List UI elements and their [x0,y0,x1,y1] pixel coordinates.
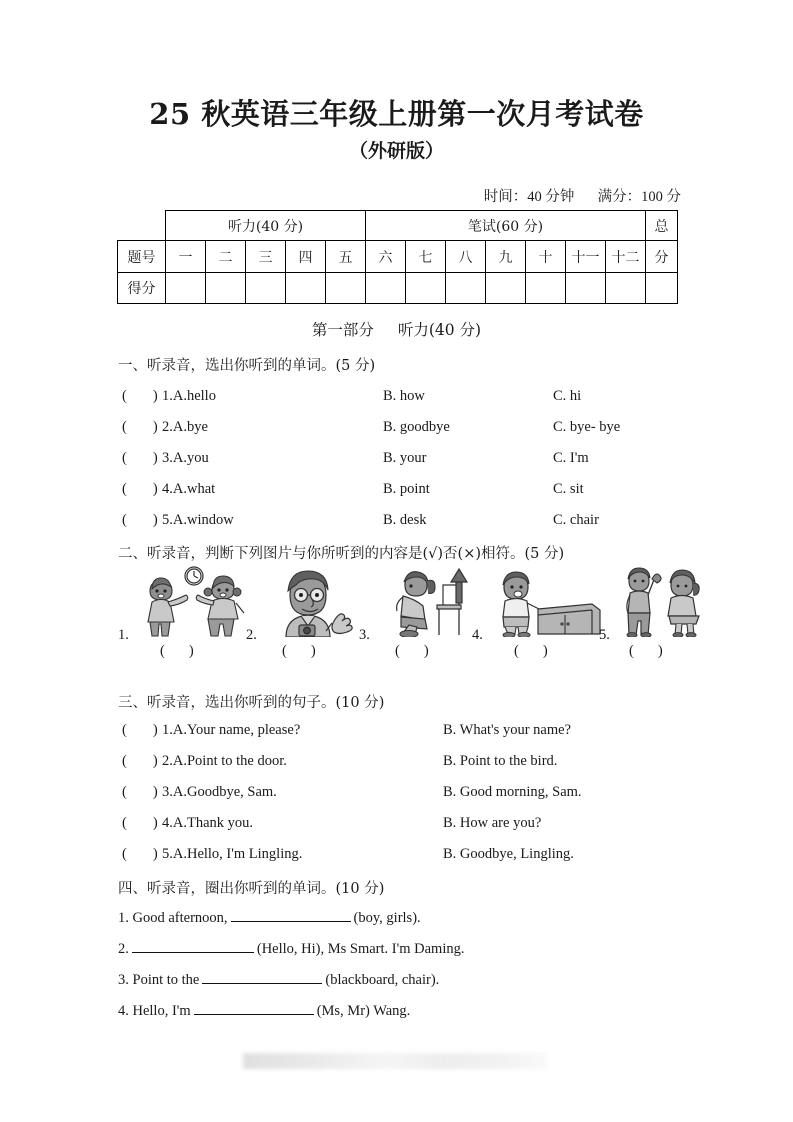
score-cell[interactable] [366,273,406,304]
section-one-item [118,419,678,439]
picture-number: 3. [359,627,370,643]
picture-number: 2. [246,627,257,643]
section-four-item [118,1001,410,1020]
option-a[interactable]: 5.A.Hello, I'm Lingling. [162,846,303,862]
option-a[interactable]: 4.A.Thank you. [162,815,254,831]
answer-bracket[interactable]: ( ) [122,753,158,769]
part-one-heading [0,318,793,340]
part-one-sublabel: 听力(40 分) [397,321,482,339]
picture-answer-bracket[interactable]: ( ) [160,643,194,659]
answer-bracket[interactable]: ( ) [122,419,158,435]
fill-blank[interactable] [231,908,351,922]
row-label-question-number: 题号 [118,241,166,273]
section-one-item [118,388,678,408]
picture-answer-bracket[interactable]: ( ) [629,643,663,659]
option-c[interactable]: C. bye- bye [553,419,621,435]
picture-item-5 [599,565,709,675]
picture-item-1 [118,565,248,675]
written-section-header: 笔试(60 分) [366,211,646,241]
row-label-score: 得分 [118,273,166,304]
total-header-cell: 总 [646,211,678,241]
answer-bracket[interactable]: ( ) [122,481,158,497]
option-b[interactable]: B. Point to the bird. [443,753,558,769]
score-table [117,210,678,304]
question-number-cell: 三 [246,241,286,273]
question-number-cell: 九 [486,241,526,273]
fill-suffix: (blackboard, chair). [325,972,440,988]
answer-bracket[interactable]: ( ) [122,846,158,862]
option-c[interactable]: C. sit [553,481,584,497]
section-two-picture-row [118,565,678,675]
picture-item-3 [359,565,475,675]
question-number-cell: 十一 [566,241,606,273]
question-number-cell: 六 [366,241,406,273]
section-one-heading: 一、听录音，选出你听到的单词。(5 分) [118,358,376,374]
option-c[interactable]: C. I'm [553,450,589,466]
picture-answer-bracket[interactable]: ( ) [514,643,548,659]
option-b[interactable]: B. how [383,388,425,404]
fill-suffix: (Ms, Mr) Wang. [316,1003,411,1019]
answer-bracket[interactable]: ( ) [122,815,158,831]
fill-prefix: 3. Point to the [118,972,200,988]
section-four-item [118,970,439,989]
option-a[interactable]: 2.A.Point to the door. [162,753,287,769]
score-cell[interactable] [206,273,246,304]
score-cell[interactable] [606,273,646,304]
answer-bracket[interactable]: ( ) [122,722,158,738]
man-with-glasses-and-camera-illustration [268,565,362,637]
answer-bracket[interactable]: ( ) [122,784,158,800]
exam-duration: 时间：40 分钟 [483,189,575,205]
question-number-cell: 十 [526,241,566,273]
exam-total-score: 满分：100 分 [597,189,681,205]
question-number-cell: 二 [206,241,246,273]
fill-prefix: 1. Good afternoon, [118,910,228,926]
picture-item-2 [246,565,362,675]
answer-bracket[interactable]: ( ) [122,388,158,404]
option-a[interactable]: 5.A.window [162,512,234,528]
section-four-item [118,908,421,927]
score-cell[interactable] [406,273,446,304]
option-b[interactable]: B. What's your name? [443,722,571,738]
picture-number: 4. [472,627,483,643]
fill-blank[interactable] [194,1001,314,1015]
option-a[interactable]: 3.A.you [162,450,209,466]
option-a[interactable]: 4.A.what [162,481,216,497]
picture-answer-bracket[interactable]: ( ) [282,643,316,659]
question-number-cell: 四 [286,241,326,273]
score-table-header-row [118,211,678,241]
score-entry-row [118,273,678,304]
option-a[interactable]: 2.A.bye [162,419,208,435]
question-number-cell: 八 [446,241,486,273]
page-subtitle: （外研版） [348,140,444,162]
question-number-cell: 一 [166,241,206,273]
option-b[interactable]: B. point [383,481,430,497]
section-two-heading: 二、听录音，判断下列图片与你所听到的内容是(√)否(×)相符。(5 分) [118,546,565,562]
section-three-item [118,722,678,742]
score-cell[interactable] [286,273,326,304]
score-table-corner-cell [118,211,166,241]
option-b[interactable]: B. desk [383,512,427,528]
section-one-item [118,512,678,532]
fill-prefix: 2. [118,941,129,957]
part-one-label: 第一部分 [311,321,374,339]
option-b[interactable]: B. Goodbye, Lingling. [443,846,574,862]
section-three-item [118,753,678,773]
page-title: 25 秋英语三年级上册第一次月考试卷 [149,97,644,131]
picture-item-4 [472,565,602,675]
section-four-item [118,939,464,958]
picture-number: 1. [118,627,129,643]
fill-blank[interactable] [202,970,322,984]
section-three-item [118,846,678,866]
question-number-row [118,241,678,273]
fill-suffix: (Hello, Hi), Ms Smart. I'm Daming. [256,941,465,957]
section-four-heading: 四、听录音，圈出你听到的单词。(10 分) [118,881,385,897]
picture-number: 5. [599,627,610,643]
redacted-watermark-bar [243,1053,548,1069]
girl-standing-up-from-chair-illustration [381,565,475,637]
section-three-item [118,784,678,804]
section-one-item [118,481,678,501]
option-c[interactable]: C. hi [553,388,582,404]
section-three-item [118,815,678,835]
score-cell[interactable] [566,273,606,304]
question-number-cell: 七 [406,241,446,273]
score-cell[interactable] [166,273,206,304]
boy-next-to-cabinet-illustration [494,565,602,637]
score-cell[interactable] [526,273,566,304]
option-b[interactable]: B. your [383,450,427,466]
two-children-greeting-with-clock-illustration [140,565,248,637]
score-cell[interactable] [246,273,286,304]
fill-blank[interactable] [132,939,254,953]
total-score-cell[interactable] [646,273,678,304]
option-b[interactable]: B. goodbye [383,419,450,435]
exam-meta [484,185,681,206]
option-a[interactable]: 1.A.hello [162,388,216,404]
picture-answer-bracket[interactable]: ( ) [395,643,429,659]
section-one-item [118,450,678,470]
fill-suffix: (boy, girls). [353,910,421,926]
option-a[interactable]: 3.A.Goodbye, Sam. [162,784,277,800]
score-cell[interactable] [486,273,526,304]
option-b[interactable]: B. Good morning, Sam. [443,784,582,800]
listening-section-header: 听力(40 分) [166,211,366,241]
total-header-cell-2: 分 [646,241,678,273]
fill-prefix: 4. Hello, I'm [118,1003,191,1019]
score-cell[interactable] [446,273,486,304]
option-b[interactable]: B. How are you? [443,815,542,831]
answer-bracket[interactable]: ( ) [122,450,158,466]
option-c[interactable]: C. chair [553,512,599,528]
question-number-cell: 五 [326,241,366,273]
answer-bracket[interactable]: ( ) [122,512,158,528]
score-cell[interactable] [326,273,366,304]
question-number-cell: 十二 [606,241,646,273]
boy-waving-and-girl-illustration [621,565,709,637]
section-three-heading: 三、听录音，选出你听到的句子。(10 分) [118,695,385,711]
option-a[interactable]: 1.A.Your name, please? [162,722,301,738]
